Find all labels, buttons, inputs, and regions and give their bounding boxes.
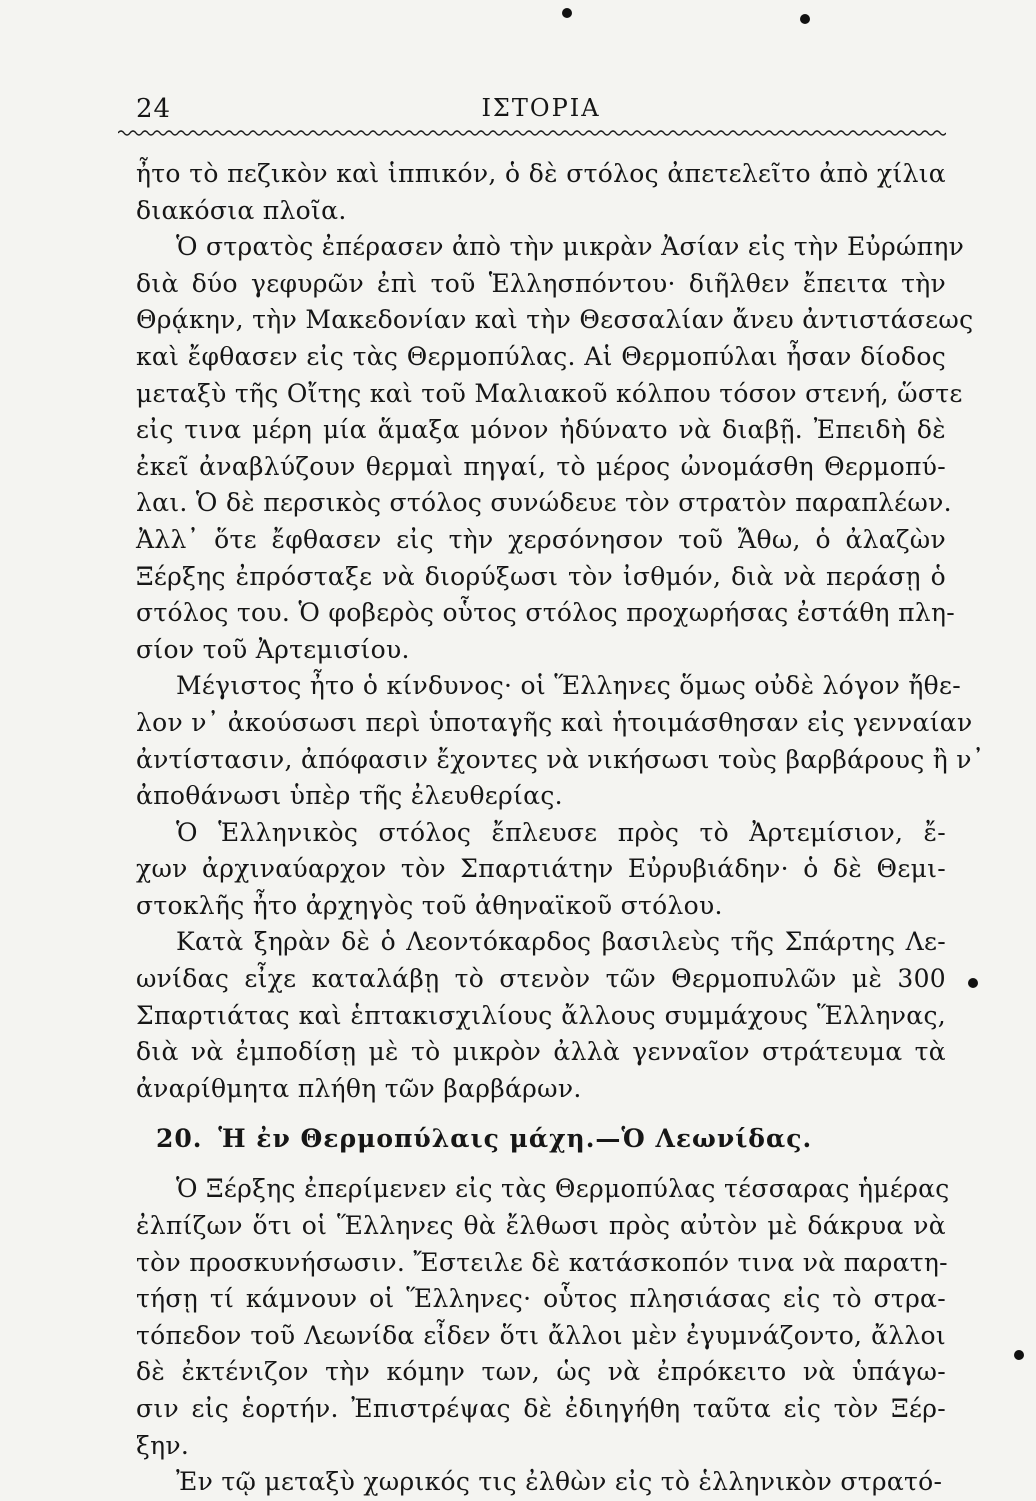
text-line: σιν εἰς ἑορτήν. Ἐπιστρέψας δὲ ἐδιηγήθη ταῦτα εἰς τὸν Ξέρ- [136, 1394, 946, 1423]
section-heading [136, 1107, 946, 1171]
text-line: διὰ δύο γεφυρῶν ἐπὶ τοῦ Ἑλλησπόντου· διῆλθεν ἔπειτα τὴν [136, 268, 946, 298]
text-line: Μέγιστος ἦτο ὁ κίνδυνος· οἱ Ἕλληνες ὅμως οὐδὲ λόγον ἤθε- [176, 671, 961, 701]
header-wavy-rule [118, 126, 946, 138]
paragraph [136, 229, 974, 668]
page-number: 24 [136, 94, 172, 124]
text-line: ἀναρίθμητα πλήθη τῶν βαρβάρων. [136, 1073, 582, 1103]
text-line: ἐκεῖ ἀναβλύζουν θερμαὶ πηγαί, τὸ μέρος ὠνομάσθη Θερμοπύ- [136, 451, 946, 481]
text-line: στόλος του. Ὁ φοβερὸς οὗτος στόλος προχωρήσας ἐστάθη πλη- [136, 598, 955, 628]
text-line: δὲ ἐκτένιζον τὴν κόμην των, ὡς νὰ ἐπρόκειτο νὰ ὑπάγω- [136, 1357, 946, 1387]
text-line: τόπεδον τοῦ Λεωνίδα εἶδεν ὅτι ἄλλοι μὲν ἐγυμνάζοντο, ἄλλοι [136, 1320, 946, 1350]
text-body [136, 156, 985, 1501]
text-line: ωνίδας εἶχε καταλάβῃ τὸ στενὸν τῶν Θερμοπυλῶν μὲ 300 [136, 964, 946, 994]
paragraphs-bottom [136, 1171, 950, 1500]
text-line: ἦτο τὸ πεζικὸν καὶ ἱππικόν, ὁ δὲ στόλος ἀπετελεῖτο ἀπὸ χίλια [136, 159, 946, 188]
text-line: ἀντίστασιν, ἀπόφασιν ἔχοντες νὰ νικήσωσι τοὺς βαρβάρους ἢ ν᾽ [136, 744, 985, 774]
text-line: τήσῃ τί κάμνουν οἱ Ἕλληνες· οὗτος πλησιάσας εἰς τὸ στρα- [136, 1284, 946, 1314]
paragraph [136, 1171, 950, 1464]
text-line: Θρᾴκην, τὴν Μακεδονίαν καὶ τὴν Θεσσαλίαν ἄνευ ἀντιστάσεως [136, 305, 974, 335]
paragraph [136, 815, 946, 925]
paragraphs-top [136, 156, 985, 1107]
text-line: καὶ ἔφθασεν εἰς τὰς Θερμοπύλας. Αἱ Θερμοπύλαι ἦσαν δίοδος [136, 341, 946, 371]
text-line: Ὁ στρατὸς ἐπέρασεν ἀπὸ τὴν μικρὰν Ἀσίαν εἰς τὴν Εὐρώπην [176, 232, 965, 262]
text-line: μεταξὺ τῆς Οἴτης καὶ τοῦ Μαλιακοῦ κόλπου τόσον στενή, ὥστε [136, 378, 963, 408]
text-line: χων ἀρχιναύαρχον τὸν Σπαρτιάτην Εὐρυβιάδην· ὁ δὲ Θεμι- [136, 854, 946, 884]
text-line: διὰ νὰ ἐμποδίσῃ μὲ τὸ μικρὸν ἀλλὰ γενναῖον στράτευμα τὰ [136, 1037, 946, 1067]
text-line: ἀποθάνωσι ὑπὲρ τῆς ἐλευθερίας. [136, 781, 563, 811]
text-line: στοκλῆς ἦτο ἀρχηγὸς τοῦ ἀθηναϊκοῦ στόλου. [136, 890, 723, 920]
paragraph [136, 924, 946, 1107]
section-title: Ἡ ἐν Θερμοπύλαις μάχη.—Ὁ Λεωνίδας. [218, 1124, 813, 1154]
text-line: Ὁ Ἑλληνικὸς στόλος ἔπλευσε πρὸς τὸ Ἀρτεμίσιον, ἔ- [176, 817, 946, 847]
text-line: διακόσια πλοῖα. [136, 195, 347, 225]
ink-speck [562, 8, 572, 18]
text-line: ἐλπίζων ὅτι οἱ Ἕλληνες θὰ ἔλθωσι πρὸς αὐτὸν μὲ δάκρυα νὰ [136, 1211, 946, 1241]
page-header [136, 90, 946, 126]
text-line: εἰς τινα μέρη μία ἅμαξα μόνον ἠδύνατο νὰ διαβῇ. Ἐπειδὴ δὲ [136, 415, 946, 445]
ink-speck [800, 14, 810, 24]
ink-speck [968, 978, 978, 988]
text-line: λον ν᾽ ἀκούσωσι περὶ ὑποταγῆς καὶ ἡτοιμάσθησαν εἰς γενναίαν [136, 707, 973, 737]
paragraph [136, 1464, 946, 1501]
ink-speck [1014, 1350, 1024, 1360]
running-title: ΙΣΤΟΡΙΑ [481, 94, 601, 122]
text-line: Κατὰ ξηρὰν δὲ ὁ Λεοντόκαρδος βασιλεὺς τῆς Σπάρτης Λε- [176, 927, 946, 957]
section-number: 20. [156, 1124, 203, 1154]
text-line: τὸν προσκυνήσωσιν. Ἔστειλε δὲ κατάσκοπόν τινα νὰ παρατη- [136, 1247, 948, 1277]
paragraph [136, 156, 946, 229]
text-line: ξην. [136, 1430, 190, 1460]
text-line: Ὁ Ξέρξης ἐπερίμενεν εἰς τὰς Θερμοπύλας τέσσαρας ἡμέρας [176, 1174, 950, 1204]
text-line: Ξέρξης ἐπρόσταξε νὰ διορύξωσι τὸν ἰσθμόν, διὰ νὰ περάσῃ ὁ [136, 561, 946, 591]
text-line: Ἀλλ᾽ ὅτε ἔφθασεν εἰς τὴν χερσόνησον τοῦ Ἄθω, ὁ ἀλαζὼν [136, 524, 946, 554]
text-line: σίον τοῦ Ἀρτεμισίου. [136, 634, 410, 664]
paragraph [136, 668, 985, 814]
text-line: Σπαρτιάτας καὶ ἑπτακισχιλίους ἄλλους συμμάχους Ἕλληνας, [136, 1000, 946, 1030]
text-line: λαι. Ὁ δὲ περσικὸς στόλος συνώδευε τὸν στρατὸν παραπλέων. [136, 488, 952, 518]
text-line: Ἐν τῷ μεταξὺ χωρικός τις ἐλθὼν εἰς τὸ ἑλληνικὸν στρατό- [176, 1467, 943, 1497]
